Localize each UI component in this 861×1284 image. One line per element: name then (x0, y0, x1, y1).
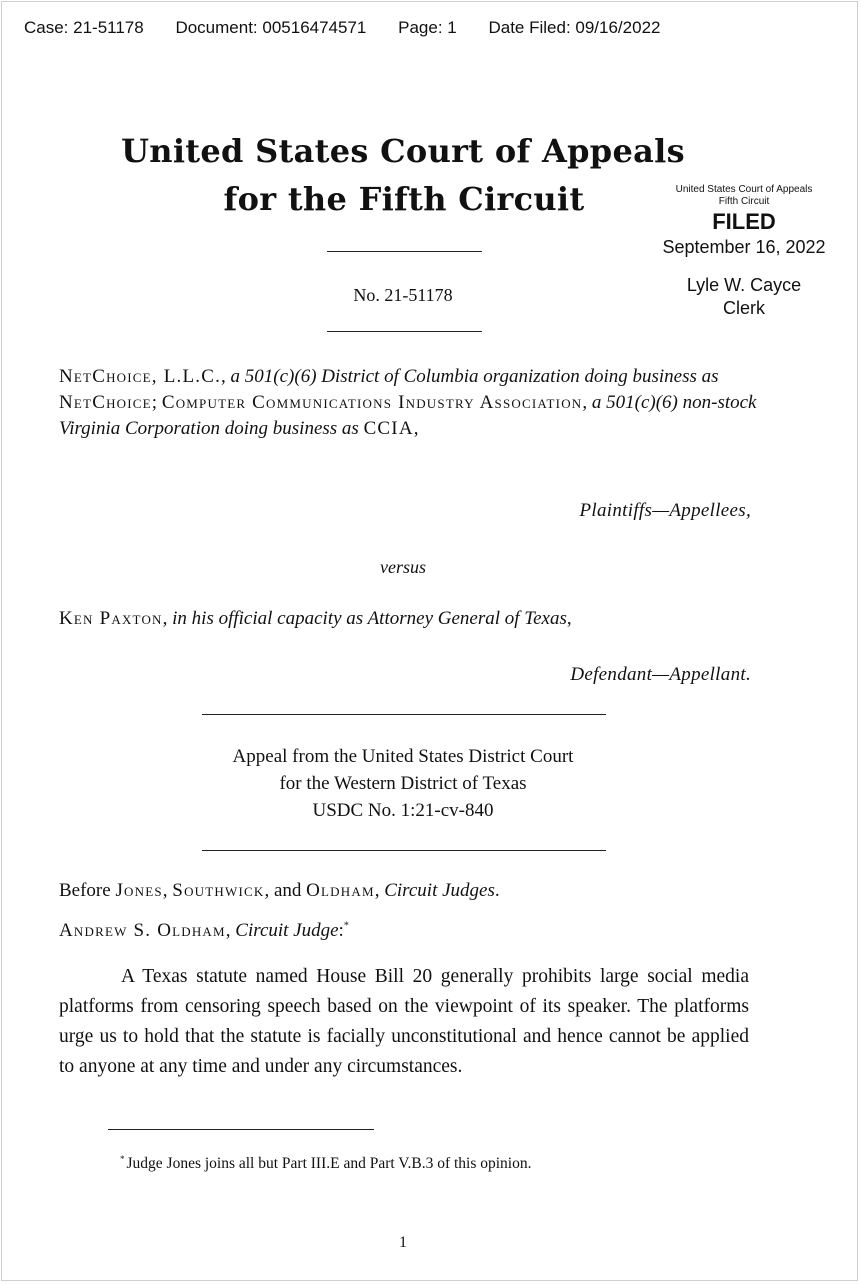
divider-rule (327, 331, 482, 332)
defendant-description: in his official capacity as Attorney General of Texas (172, 608, 567, 629)
stamp-filed: FILED (712, 209, 776, 234)
defendant-block: Ken Paxton, in his official capacity as Attorney General of Texas, (59, 608, 572, 629)
stamp-date: September 16, 2022 (662, 237, 826, 257)
author-line: Andrew S. Oldham, Circuit Judge:* (59, 920, 349, 941)
page-number: 1 (399, 1234, 407, 1251)
divider-rule (202, 714, 606, 715)
appeal-line3: USDC No. 1:21-cv-840 (312, 800, 494, 821)
footnote-rule (108, 1129, 374, 1130)
defendant-name: Ken Paxton (59, 608, 163, 629)
party-description: a 501(c)(6) non-stock Virginia Corporation doing business as (59, 392, 757, 439)
stamp-clerk-name: Lyle W. Cayce (686, 275, 802, 295)
case-number: No. 21-51178 (353, 285, 453, 305)
party-dba: NetChoice (59, 392, 152, 413)
case-number-label: Case: 21-51178 (24, 18, 144, 37)
document-number-label: Document: 00516474571 (175, 18, 367, 37)
plaintiffs-block: NetChoice, L.L.C., a 501(c)(6) District of Columbia organization doing business as NetChoice; Computer Communications Industry Association, a 501(c)(6) non-stock Virginia Corporation doing business as CCIA, (59, 366, 757, 439)
author-name: Andrew S. Oldham (59, 920, 226, 941)
plaintiffs-role: Plaintiffs—Appellees, (579, 500, 751, 521)
panel-judge: Oldham (306, 880, 375, 901)
versus-label: versus (380, 557, 426, 577)
appeal-line1: Appeal from the United States District Court (232, 746, 574, 767)
stamp-court: United States Court of Appeals (675, 184, 813, 195)
party-name: NetChoice, L.L.C. (59, 366, 222, 387)
panel-title: Circuit Judges (384, 880, 495, 901)
appeal-line2: for the Western District of Texas (279, 773, 527, 794)
footnote-marker: * (343, 920, 349, 932)
panel-judge: Jones (115, 880, 163, 901)
panel-line: Before Jones, Southwick, and Oldham, Circuit Judges. (59, 880, 500, 901)
party-dba: CCIA (363, 418, 414, 439)
footnote-marker: * (120, 1154, 125, 1164)
panel-before: Before (59, 880, 111, 901)
date-filed-label: Date Filed: 09/16/2022 (488, 18, 661, 37)
document-header (24, 18, 687, 38)
defendant-role: Defendant—Appellant. (570, 664, 751, 685)
page-label: Page: 1 (398, 18, 457, 37)
party-description: a 501(c)(6) District of Columbia organization doing business as (230, 366, 719, 387)
footnote (120, 1154, 532, 1173)
court-title-line1: United States Court of Appeals (121, 132, 685, 170)
stamp-clerk-title: Clerk (722, 298, 765, 318)
panel-and: and (273, 880, 302, 901)
author-title: Circuit Judge (235, 920, 339, 941)
opinion-paragraph: A Texas statute named House Bill 20 generally prohibits large social media platforms from censoring speech based on the viewpoint of its speaker. The platforms urge us to hold that the statute is facially unconstitutional and hence cannot be applied to anyone at any time and under any circumstances. (59, 966, 749, 1077)
divider-rule (327, 251, 482, 252)
appeal-block (0, 743, 806, 824)
footnote-text: Judge Jones joins all but Part III.E and Part V.B.3 of this opinion. (126, 1155, 532, 1173)
party-name: Computer Communications Industry Association (161, 392, 583, 413)
court-title-line2: for the Fifth Circuit (223, 180, 585, 218)
stamp-circuit: Fifth Circuit (718, 196, 770, 207)
panel-judge: Southwick (172, 880, 265, 901)
divider-rule (202, 850, 606, 851)
